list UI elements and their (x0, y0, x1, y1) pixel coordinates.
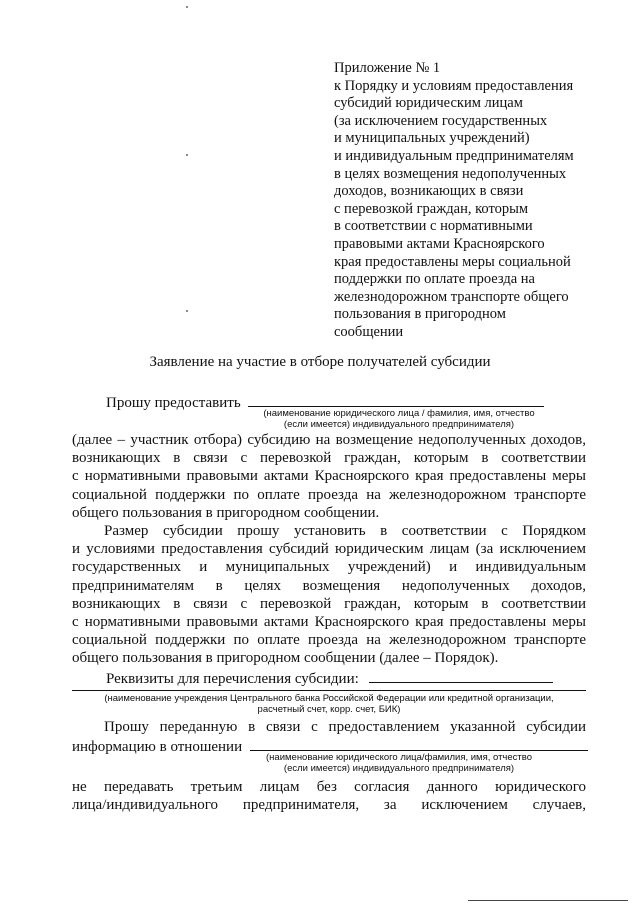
paragraph-line: социальной поддержки по оплате проезда на железнодорожном транспорте (72, 632, 586, 649)
paragraph-line: с нормативными правовыми актами Красноярского края предоставлены меры (72, 468, 586, 485)
info-request-line-1: Прошу переданную в связи с предоставлением указанной субсидии (104, 719, 586, 735)
info-caption-1: (наименование юридического лица/фамилия, имя, отчество (266, 752, 532, 764)
final-paragraph (72, 778, 586, 814)
scan-speck (186, 154, 188, 156)
paragraph-line: с нормативными правовыми актами Красноярского края предоставлены меры (72, 613, 586, 630)
appendix-line: с перевозкой граждан, которым (334, 200, 529, 217)
requisites-field[interactable] (369, 668, 553, 683)
paragraph-line: общего пользования в пригородном сообщении. (72, 504, 380, 521)
paragraph-line: общего пользования в пригородном сообщении (далее – Порядок). (72, 650, 499, 667)
appendix-line: Приложение № 1 (334, 60, 441, 76)
paragraph-line: не передавать третьим лицам без согласия данного юридического (72, 779, 586, 795)
requisites-full-line[interactable] (72, 690, 586, 691)
info-caption-2: (если имеется) индивидуального предпринимателя) (283, 763, 515, 775)
recipient-caption-2: (если имеется) индивидуального предпринимателя) (283, 419, 515, 431)
scan-speck (186, 310, 188, 312)
appendix-line: к Порядку и условиям предоставления (334, 77, 574, 94)
requisites-label: Реквизиты для перечисления субсидии: (106, 671, 359, 687)
paragraph-1 (72, 431, 586, 522)
appendix-line: (за исключением государственных (334, 112, 548, 129)
appendix-line: в соответствии с нормативными (334, 218, 533, 235)
appendix-line: края предоставлены меры социальной (334, 253, 571, 270)
paragraph-line: лица/индивидуального предпринимателя, за исключением случаев, (72, 797, 586, 814)
appendix-line: доходов, возникающих в связи (334, 183, 524, 200)
appendix-line: правовыми актами Красноярского (334, 235, 545, 252)
paragraph-line: возникающих в связи с перевозкой граждан, которым в соответствии (72, 450, 586, 467)
appendix-line: пользования в пригородном (334, 306, 506, 323)
appendix-line: субсидий юридическим лицам (334, 95, 523, 112)
paragraph-line: Размер субсидии прошу установить в соответствии с Порядком (104, 523, 586, 539)
paragraph-line: (далее – участник отбора) субсидию на возмещение недополученных доходов, (72, 432, 586, 448)
recipient-name-field[interactable] (248, 392, 544, 407)
paragraph-line: возникающих в связи с перевозкой граждан, которым в соответствии (72, 595, 586, 612)
info-subject-field[interactable] (250, 736, 588, 751)
requisites-caption-block (72, 693, 586, 715)
document-title: Заявление на участие в отборе получателей субсидии (149, 354, 491, 370)
appendix-line: и индивидуальным предпринимателям (334, 147, 574, 164)
scan-speck (186, 6, 188, 8)
requisites-caption-2: расчетный счет, корр. счет, БИК) (257, 704, 401, 715)
request-label: Прошу предоставить (106, 395, 241, 411)
requisites-caption-1: (наименование учреждения Центрального банка Российской Федерации или кредитной организации, (104, 693, 554, 704)
paragraph-2 (72, 522, 586, 668)
appendix-line: поддержки по оплате проезда на (334, 271, 535, 288)
requisites-block (72, 668, 586, 686)
appendix-line: и муниципальных учреждений) (334, 130, 530, 147)
paragraph-line: и условиями предоставления субсидий юридическим лицам (за исключением (72, 541, 586, 558)
recipient-caption-1: (наименование юридического лица / фамилия, имя, отчество (263, 408, 535, 420)
appendix-line: железнодорожном транспорте общего (334, 288, 569, 305)
requisites-line (72, 668, 586, 686)
info-request-block (72, 718, 586, 774)
appendix-line: сообщении (334, 323, 404, 340)
appendix-line: в целях возмещения недополученных (334, 165, 567, 182)
paragraph-line: социальной поддержки по оплате проезда на железнодорожном транспорте (72, 486, 586, 503)
appendix-header (334, 60, 624, 342)
info-request-label: информацию в отношении (72, 739, 243, 756)
page-edge-line (468, 900, 628, 901)
paragraph-line: государственных и муниципальных учреждений) и индивидуальным (72, 559, 586, 576)
paragraph-line: предпринимателям в целях возмещения недополученных доходов, (72, 577, 586, 594)
request-block (72, 392, 586, 430)
